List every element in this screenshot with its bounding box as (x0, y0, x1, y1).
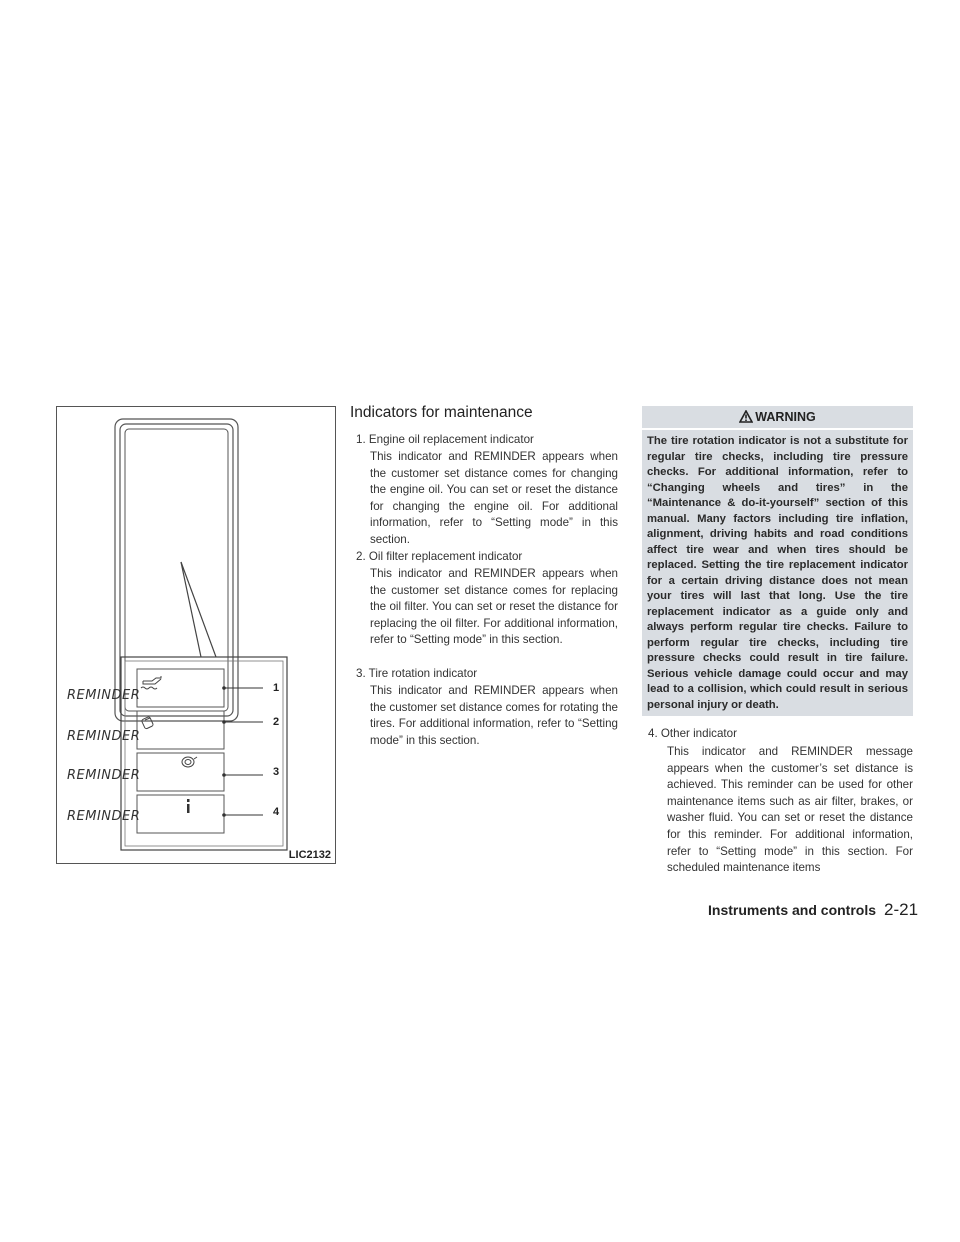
item-body: This indicator and REMINDER appears when the customer set distance comes for changing the engine oil. You can set or reset the distance for changing the engine oil. For additional information, refer to “Setting mode” in this section. (370, 450, 618, 546)
warning-header (642, 406, 913, 428)
oil-filter-icon (141, 716, 153, 729)
item-body: This indicator and REMINDER appears when the customer set distance comes for rotating the tires. For additional information, refer to “Setting mode” in this section. (370, 684, 618, 747)
reminder-label: REMINDER (67, 688, 141, 703)
item-title: 1. Engine oil replacement indicator (356, 433, 534, 446)
callout-number: 2 (273, 716, 280, 728)
item-body: This indicator and REMINDER message appears when the customer’s set distance is achieved. This reminder can be used for other maintenance items such as air filter, brakes, or washer fluid. You can set or reset the distance for this reminder. For additional information, refer to “Setting mode” in this section. For scheduled maintenance items (667, 745, 913, 875)
page-footer (708, 900, 918, 920)
callout-number: 4 (273, 806, 280, 818)
page-number: 2-21 (884, 900, 919, 919)
meter-display-illustration (57, 407, 337, 865)
warning-triangle-icon (739, 410, 753, 423)
oil-can-icon (141, 676, 161, 689)
warning-title: WARNING (755, 410, 816, 424)
reminder-label: REMINDER (67, 729, 141, 744)
tire-rotation-icon (182, 757, 197, 767)
item-title: 4. Other indicator (648, 727, 737, 740)
info-icon (187, 799, 190, 813)
callout-number: 3 (273, 766, 280, 778)
callout-number: 1 (273, 682, 280, 694)
item-title: 3. Tire rotation indicator (356, 667, 478, 680)
item-body: This indicator and REMINDER appears when the customer set distance comes for replacing the oil filter. You can set or reset the distance for replacing the oil filter. For additional information, refer to “Setting mode” in this section. (370, 567, 618, 647)
section-heading: Indicators for maintenance (350, 404, 533, 421)
reminder-label: REMINDER (67, 768, 141, 783)
reminder-label: REMINDER (67, 809, 141, 824)
warning-body: The tire rotation indicator is not a substitute for regular tire checks, including tire pressure checks. For additional information, refer to “Changing wheels and tires” in the “Maintenance & do-it-yourself” section of this manual. Many factors including tire inflation, alignment, driving habits and road conditions affect tire wear and when tires should be replaced. Setting the tire replacement indicator for a certain driving distance does not mean your tires will last that long. Use the tire replacement indicator as a guide only and always perform regular tire checks. Failure to perform regular tire checks, including tire pressure checks could result in tire failure. Serious vehicle damage could occur and may lead to a collision, which could result in serious personal injury or death. (642, 430, 913, 716)
item-title: 2. Oil filter replacement indicator (356, 550, 523, 563)
footer-section-title: Instruments and controls (708, 902, 877, 918)
maintenance-indicator-figure (56, 406, 336, 864)
figure-caption: LIC2132 (288, 849, 331, 861)
